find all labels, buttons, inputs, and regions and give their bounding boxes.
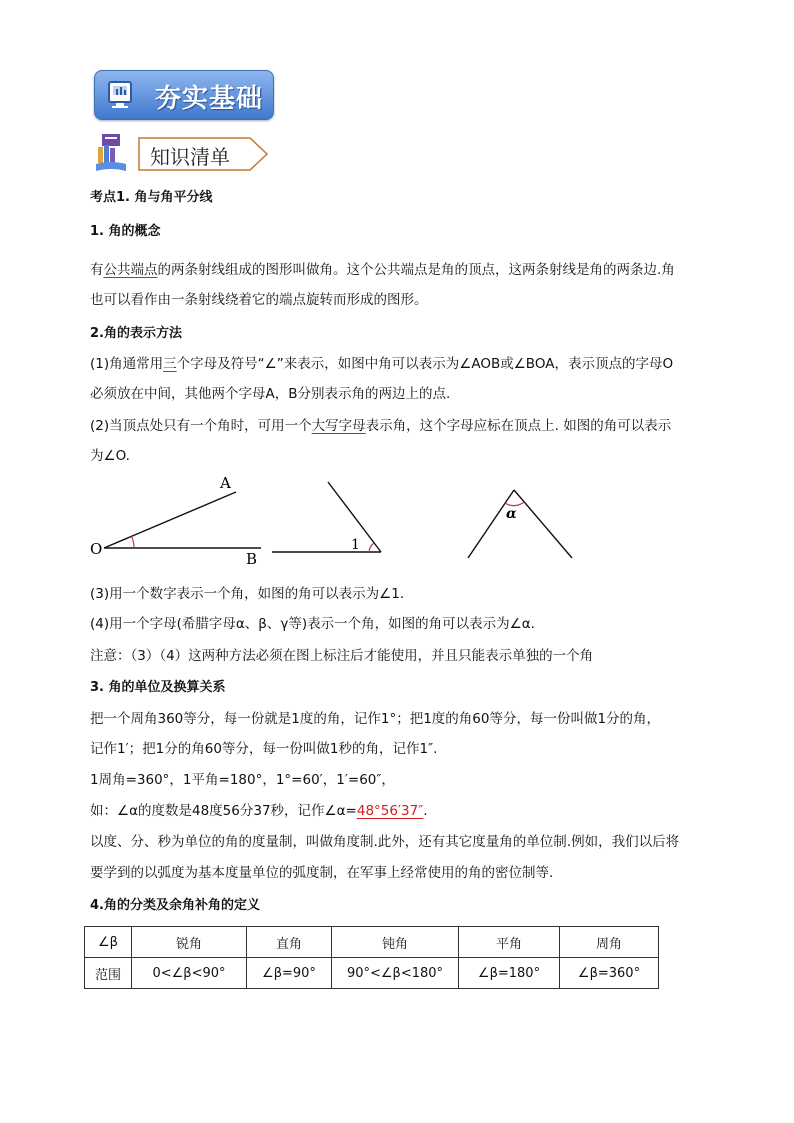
underlined-term: 大写字母 bbox=[311, 418, 366, 434]
table-cell: 平角 bbox=[459, 927, 560, 958]
label-a: A bbox=[220, 474, 231, 492]
table-cell: ∠β=360° bbox=[560, 958, 659, 989]
angle-arc bbox=[369, 543, 374, 552]
table-cell: ∠β=180° bbox=[459, 958, 560, 989]
text: 个字母及符号“∠”来表示，如图中角可以表示为∠AOB或∠BOA，表示顶点的字母O bbox=[176, 356, 674, 372]
text: (1)角通常用 bbox=[90, 356, 164, 372]
table-row bbox=[85, 958, 659, 989]
figure-angle-1 bbox=[272, 482, 381, 553]
label-b: B bbox=[246, 550, 258, 568]
banner-title: 夯实基础 bbox=[155, 84, 264, 114]
s2-note: 注意：（3）（4）这两种方法必须在图上标注后才能使用，并且只能表示单独的一个角 bbox=[90, 648, 594, 664]
label-o: O bbox=[90, 540, 103, 558]
text: 如：∠α的度数是48度56分37秒，记作∠α= bbox=[90, 803, 357, 819]
text: 有 bbox=[90, 262, 104, 278]
s2-title: 2.角的表示方法 bbox=[90, 326, 182, 341]
angle-arc bbox=[132, 536, 134, 548]
text: 的两条射线组成的图形叫做角。这个公共端点是角的顶点，这两条射线是角的两条边.角 bbox=[157, 262, 675, 278]
kaodian-heading: 考点1. 角与角平分线 bbox=[90, 190, 213, 205]
s4-title: 4.角的分类及余角补角的定义 bbox=[90, 898, 260, 913]
s3-line2: 记作1′；把1分的角60等分，每一份叫做1秒的角，记作1″. bbox=[90, 741, 438, 757]
angle-classification-table bbox=[84, 926, 659, 989]
figure-angle-aob bbox=[90, 474, 261, 568]
table-row bbox=[85, 927, 659, 958]
figure-angle-alpha bbox=[468, 490, 572, 558]
table-cell: 直角 bbox=[247, 927, 332, 958]
s1-paragraph-line1 bbox=[90, 258, 675, 278]
underlined-term: 公共端点 bbox=[103, 262, 158, 278]
s2-method4: (4)用一个字母(希腊字母α、β、γ等)表示一个角，如图的角可以表示为∠α. bbox=[90, 616, 535, 632]
s3-title: 3. 角的单位及换算关系 bbox=[90, 680, 226, 695]
section-tag-label: 知识清单 bbox=[150, 145, 230, 169]
table-cell: ∠β bbox=[85, 927, 132, 958]
s3-line1: 把一个周角360等分，每一份就是1度的角，记作1°；把1度的角60等分，每一份叫做1分的角， bbox=[90, 711, 661, 727]
s1-title: 1. 角的概念 bbox=[90, 224, 161, 239]
label-1: 1 bbox=[351, 537, 360, 553]
angle-figures bbox=[86, 470, 606, 570]
s1-paragraph-line2: 也可以看作由一条射线绕着它的端点旋转而形成的图形。 bbox=[90, 292, 428, 308]
underlined-term: 三 bbox=[163, 356, 177, 372]
text: 表示角，这个字母应标在顶点上. 如图的角可以表示 bbox=[365, 418, 672, 434]
s3-line4 bbox=[90, 799, 428, 819]
table-cell: ∠β=90° bbox=[247, 958, 332, 989]
s2-method3: (3)用一个数字表示一个角，如图的角可以表示为∠1. bbox=[90, 586, 405, 602]
s3-line3: 1周角=360°，1平角=180°，1°=60′，1′=60″， bbox=[90, 772, 395, 788]
s2-method2-line2: 为∠O. bbox=[90, 448, 130, 464]
s2-method1-line1 bbox=[90, 352, 673, 372]
s3-line5: 以度、分、秒为单位的角的度量制，叫做角度制.此外，还有其它度量角的单位制.例如，我们以后将 bbox=[90, 834, 680, 850]
s3-line6: 要学到的以弧度为基本度量单位的弧度制，在军事上经常使用的角的密位制等. bbox=[90, 865, 554, 881]
table-cell: 钝角 bbox=[332, 927, 459, 958]
text: (2)当顶点处只有一个角时，可用一个 bbox=[90, 418, 312, 434]
table-cell: 范围 bbox=[85, 958, 132, 989]
text: . bbox=[423, 803, 428, 819]
label-alpha: α bbox=[506, 506, 517, 522]
monitor-icon bbox=[107, 80, 137, 110]
books-icon bbox=[94, 134, 128, 172]
underlined-value: 48°56′37″ bbox=[356, 803, 424, 819]
table-cell: 锐角 bbox=[132, 927, 247, 958]
table-cell: 90°<∠β<180° bbox=[332, 958, 459, 989]
s2-method1-line2: 必须放在中间，其他两个字母A，B分别表示角的两边上的点. bbox=[90, 386, 451, 402]
table-cell: 0<∠β<90° bbox=[132, 958, 247, 989]
table-cell: 周角 bbox=[560, 927, 659, 958]
section-banner bbox=[94, 70, 274, 120]
s2-method2-line1 bbox=[90, 414, 671, 434]
